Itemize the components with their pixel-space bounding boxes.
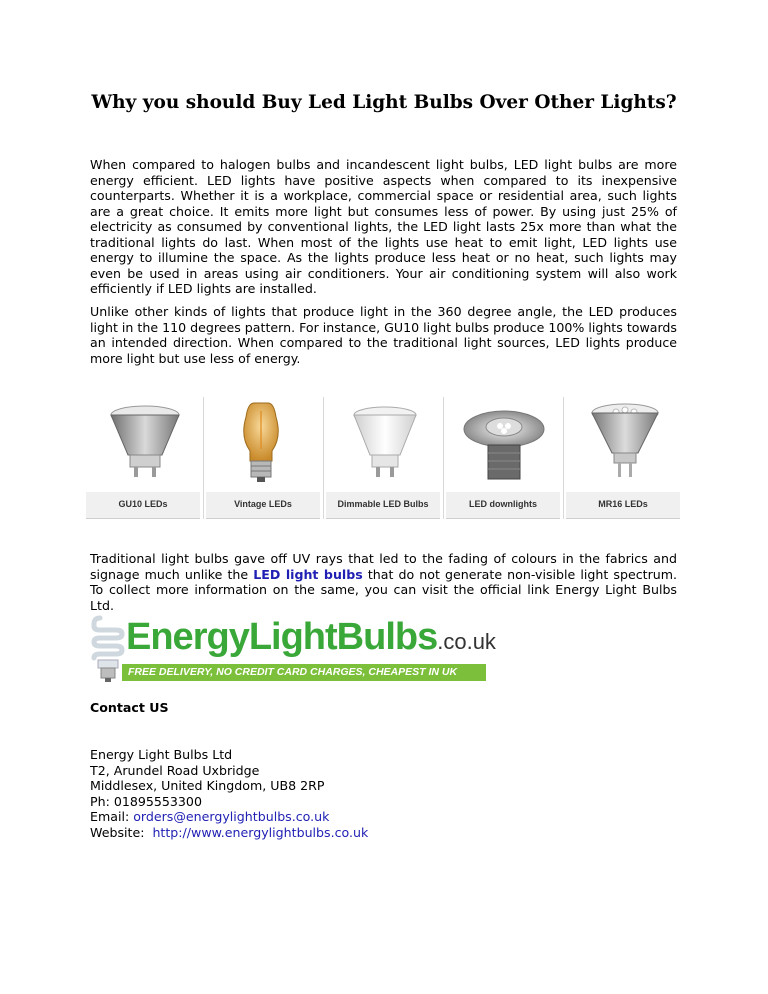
gallery-label: MR16 LEDs: [566, 492, 680, 519]
email-row: [90, 809, 368, 825]
logo-wordmark: [126, 616, 496, 659]
contact-details: [90, 747, 368, 840]
gallery-tile-gu10[interactable]: [90, 397, 196, 519]
directional-light-paragraph: Unlike other kinds of lights that produce light in the 360 degree angle, the LED produces light in the 110 degrees pattern. For instance, GU10 light bulbs produce 100% lights towards an intended direction. When compared to the traditional light sources, LED lights produce more light but use less of energy.: [90, 304, 677, 366]
phone-number: Ph: 01895553300: [90, 793, 202, 809]
gallery-divider: [443, 397, 444, 519]
dimmable-bulb-icon: [330, 397, 436, 493]
uv-rays-paragraph: [90, 551, 677, 613]
logo-domain: .co.uk: [437, 629, 496, 654]
logo-tagline: FREE DELIVERY, NO CREDIT CARD CHARGES, CHEAPEST IN UK: [128, 666, 458, 678]
gallery-tile-dimmable[interactable]: [330, 397, 436, 519]
cfl-bulb-icon: [90, 612, 126, 684]
led-light-bulbs-link[interactable]: LED light bulbs: [253, 566, 363, 582]
vintage-bulb-icon: [210, 397, 316, 493]
email-label: Email:: [90, 809, 134, 824]
gallery-divider: [563, 397, 564, 519]
gallery-label: Dimmable LED Bulbs: [326, 492, 440, 519]
address-line-2: Middlesex, United Kingdom, UB8 2RP: [90, 778, 325, 793]
mr16-bulb-icon: [570, 397, 676, 493]
gu10-bulb-icon: [90, 397, 196, 493]
page-title: Why you should Buy Led Light Bulbs Over Other Lights?: [91, 92, 677, 113]
company-name: Energy Light Bulbs Ltd: [90, 747, 233, 762]
website-row: [90, 825, 368, 841]
gallery-tile-mr16[interactable]: [570, 397, 676, 519]
paragraph-text: Traditional light bulbs gave off UV rays that led to the fading of colours in the fabrics and signage much unlike the: [90, 551, 677, 582]
website-label: Website:: [90, 824, 153, 840]
email-link[interactable]: orders@energylightbulbs.co.uk: [133, 809, 330, 824]
logo-brand: EnergyLightBulbs: [126, 616, 438, 658]
gallery-tile-vintage[interactable]: [210, 397, 316, 519]
website-link[interactable]: http://www.energylightbulbs.co.uk: [152, 824, 369, 840]
gallery-label: Vintage LEDs: [206, 492, 320, 519]
contact-heading: Contact US: [90, 700, 169, 715]
gallery-divider: [323, 397, 324, 519]
gallery-tile-downlights[interactable]: [450, 397, 556, 519]
paragraph-text: that do not generate non-visible light spectrum. To collect more information on the same, you can visit the official link Energy Light Bulbs Ltd.: [90, 566, 677, 613]
intro-paragraph: When compared to halogen bulbs and incandescent light bulbs, LED light bulbs are more energy efficient. LED lights have positive aspects when compared to its inexpensive counterparts. Whether it is a workplace, commercial space or residential area, such lights are a great choice. It emits more light but consumes less of power. By using just 25% of electricity as consumed by conventional lights, the LED light lasts 25x more than what the traditional lights do last. When most of the lights use heat to emit light, LED lights use energy to illumine the space. As the lights produce less heat or no heat, such lights may even be used in areas using air conditioners. Your air conditioning system will also work efficiently if LED lights are installed.: [90, 157, 677, 296]
gallery-label: LED downlights: [446, 492, 560, 519]
gallery-divider: [203, 397, 204, 519]
bulb-types-gallery: [90, 397, 678, 519]
company-logo: [90, 612, 496, 684]
downlight-icon: [450, 397, 556, 493]
gallery-label: GU10 LEDs: [86, 492, 200, 519]
address-line-1: T2, Arundel Road Uxbridge: [90, 762, 260, 778]
logo-tagline-bar: [122, 664, 486, 681]
